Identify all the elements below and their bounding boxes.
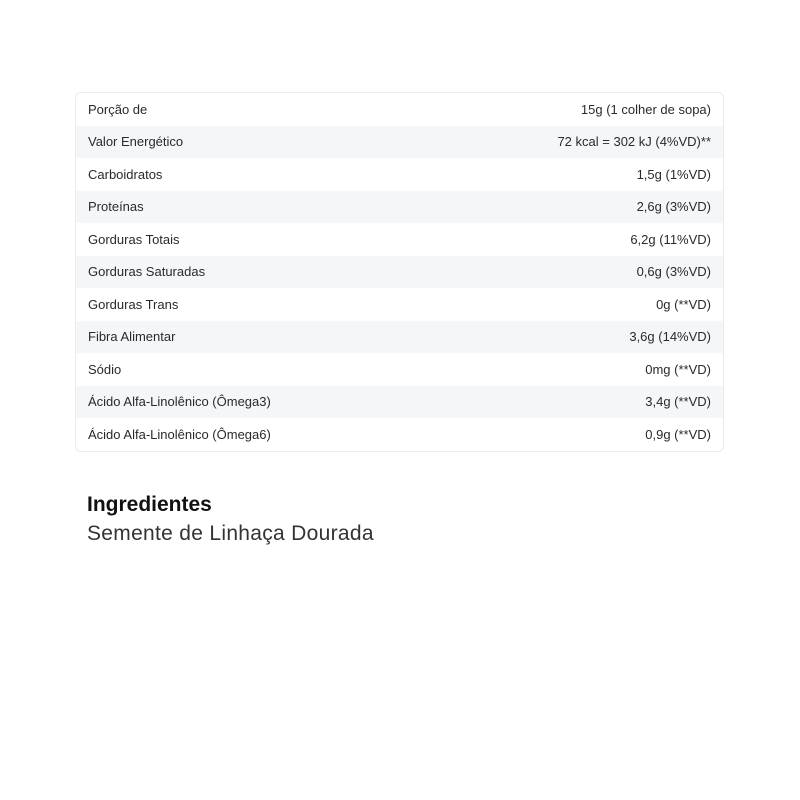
nutrition-label: Sódio (88, 361, 122, 377)
ingredients-text: Semente de Linhaça Dourada (87, 522, 374, 545)
nutrition-row-portion (76, 93, 723, 126)
nutrition-label: Proteínas (88, 199, 144, 215)
nutrition-value: 0,6g (3%VD) (636, 264, 711, 280)
nutrition-value: 15g (1 colher de sopa) (580, 101, 711, 117)
nutrition-row-energy (76, 126, 723, 159)
nutrition-row-trans-fat (76, 288, 723, 321)
nutrition-label: Gorduras Saturadas (88, 264, 206, 280)
nutrition-row-proteins (76, 191, 723, 224)
nutrition-row-omega3 (76, 386, 723, 419)
nutrition-row-fiber (76, 321, 723, 354)
nutrition-value: 1,5g (1%VD) (636, 166, 711, 182)
nutrition-value: 3,6g (14%VD) (629, 329, 711, 345)
nutrition-value: 6,2g (11%VD) (630, 231, 711, 247)
nutrition-label: Fibra Alimentar (88, 329, 176, 345)
nutrition-value: 0,9g (**VD) (645, 426, 711, 442)
nutrition-value: 2,6g (3%VD) (636, 199, 711, 215)
nutrition-label: Porção de (88, 101, 148, 117)
nutrition-row-carbohydrates (76, 158, 723, 191)
nutrition-value: 0g (**VD) (656, 296, 711, 312)
nutrition-label: Carboidratos (88, 166, 163, 182)
nutrition-value: 72 kcal = 302 kJ (4%VD)** (557, 134, 711, 150)
ingredients-section (87, 492, 727, 548)
nutrition-value: 3,4g (**VD) (645, 394, 711, 410)
nutrition-label: Valor Energético (88, 134, 184, 150)
nutrition-row-omega6 (76, 418, 723, 451)
nutrition-label: Ácido Alfa-Linolênico (Ômega3) (88, 394, 271, 410)
nutrition-value: 0mg (**VD) (645, 361, 711, 377)
nutrition-row-total-fat (76, 223, 723, 256)
nutrition-row-sodium (76, 353, 723, 386)
nutrition-label: Ácido Alfa-Linolênico (Ômega6) (88, 426, 271, 442)
nutrition-row-saturated-fat (76, 256, 723, 289)
nutrition-label: Gorduras Trans (88, 296, 179, 312)
ingredients-title: Ingredientes (87, 493, 212, 516)
nutrition-label: Gorduras Totais (88, 231, 180, 247)
nutrition-table (75, 92, 724, 452)
